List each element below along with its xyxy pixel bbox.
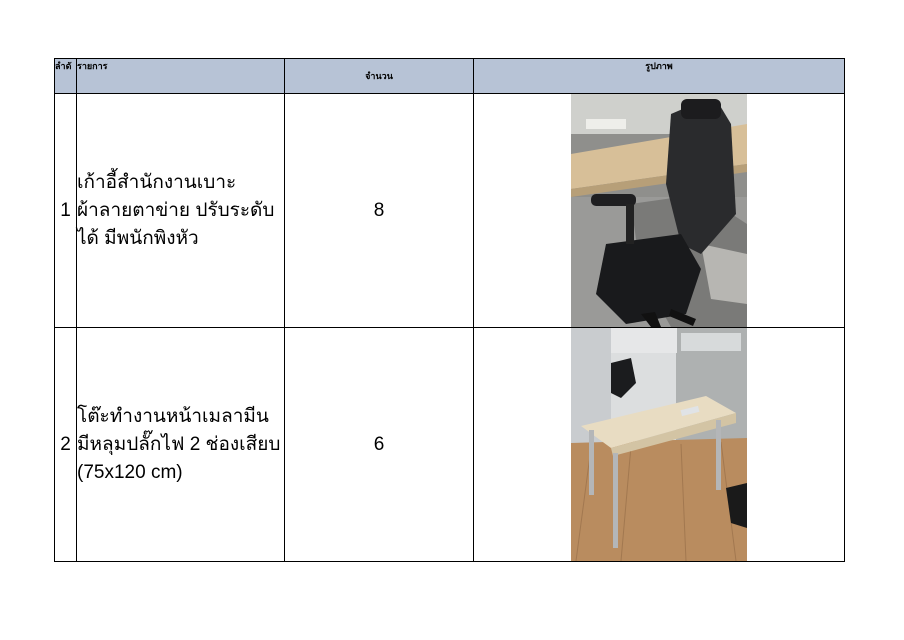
item-description: เก้าอี้สำนักงานเบาะผ้าลายตาข่าย ปรับระดับได้ มีพนักพิงหัว [77, 94, 285, 328]
office-chair-photo [571, 94, 747, 327]
item-quantity: 8 [285, 94, 474, 328]
item-description: โต๊ะทำงานหน้าเมลามีน มีหลุมปลั๊กไฟ 2 ช่องเสียบ (75x120 cm) [77, 328, 285, 562]
office-desk-photo [571, 328, 747, 561]
item-quantity: 6 [285, 328, 474, 562]
row-number: 1 [55, 94, 77, 328]
header-qty: จำนวน [285, 59, 474, 94]
header-item: รายการ [77, 59, 285, 94]
items-table [54, 58, 845, 562]
header-no: ลำดั [55, 59, 77, 94]
table-row [55, 94, 845, 328]
row-number: 2 [55, 328, 77, 562]
header-image: รูปภาพ [474, 59, 845, 94]
header-row [55, 59, 845, 94]
table-row [55, 328, 845, 562]
